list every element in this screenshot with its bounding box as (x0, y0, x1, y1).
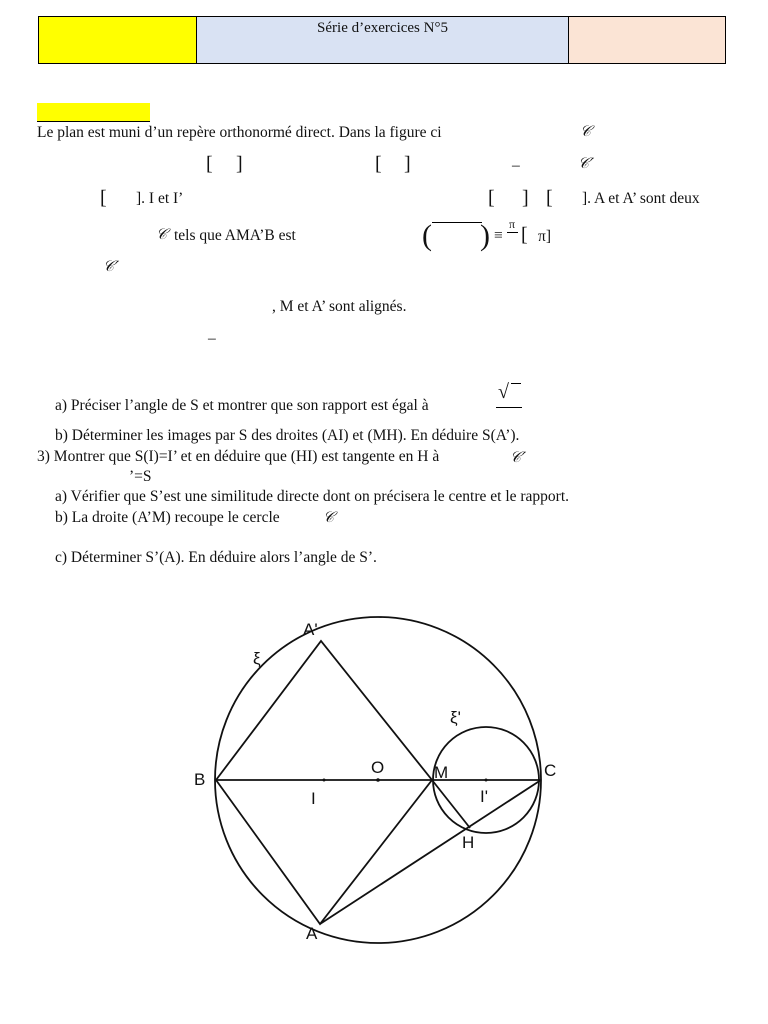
point-i (323, 779, 326, 782)
equiv-sign: ≡ (494, 227, 503, 244)
i-and-iprime: ]. I et I’ (136, 190, 184, 207)
exercise-highlight (37, 103, 150, 121)
circle-symbol: 𝒞 (323, 510, 334, 526)
quadrilateral-amab (216, 641, 432, 924)
bracket: [ (521, 224, 528, 246)
vector-bars (432, 222, 482, 224)
circle-prime-symbol: 𝒞´ (510, 450, 526, 466)
label-a: A (306, 924, 318, 943)
bracket: [ (488, 187, 495, 209)
intro-text: Le plan est muni d’un repère orthonormé direct. Dans la figure ci (37, 124, 442, 141)
point-o (376, 778, 380, 782)
circle-symbol: 𝒞 (156, 227, 167, 243)
circle-symbol: 𝒞 (580, 124, 591, 140)
exercise-underline (37, 121, 150, 122)
paren-close: ) (480, 219, 490, 252)
dash: – (512, 157, 520, 174)
label-m: M (434, 763, 449, 782)
header-table (38, 16, 726, 64)
circle-prime-symbol: 𝒞´ (103, 259, 119, 275)
header-title: Série d’exercices N°5 (197, 17, 569, 63)
label-c: C (544, 761, 557, 780)
header-cell-peach (569, 17, 725, 63)
label-a-prime: A' (303, 620, 318, 639)
question-a: a) Préciser l’angle de S et montrer que son rapport est égal à (55, 397, 429, 414)
label-h: H (462, 833, 475, 852)
bracket: [ (546, 187, 553, 209)
sqrt-symbol: √ (498, 381, 509, 403)
bracket: ] (236, 153, 243, 175)
fraction-bar (507, 232, 518, 233)
question-b: b) Déterminer les images par S des droites (AI) et (MH). En déduire S(A’). (55, 427, 520, 444)
s-prime-eq: ’=S (129, 468, 152, 485)
geometry-figure (170, 600, 600, 980)
point-iprime (485, 779, 488, 782)
amab-text: tels que AMA’B est (174, 227, 296, 244)
sqrt-bar (511, 383, 521, 384)
question-3: 3) Montrer que S(I)=I’ et en déduire que (HI) est tangente en H à (37, 448, 440, 465)
label-b: B (194, 770, 206, 789)
bracket: ] (522, 187, 529, 209)
pi-modulo: π] (538, 228, 551, 245)
fraction-bar (496, 407, 522, 408)
label-xi-prime: ξ' (450, 708, 461, 727)
paren-open: ( (422, 219, 432, 252)
a-and-aprime-text: ]. A et A’ sont deux (582, 190, 700, 207)
aligned-text: , M et A’ sont alignés. (272, 298, 407, 315)
circle-prime-symbol: 𝒞´ (578, 156, 594, 172)
label-i: I (311, 789, 316, 808)
bracket: [ (375, 153, 382, 175)
question-3c: c) Déterminer S’(A). En déduire alors l’angle de S’. (55, 549, 377, 566)
pi-fraction: π (509, 217, 516, 231)
bracket: ] (404, 153, 411, 175)
label-i-prime: I' (480, 787, 488, 806)
dash: – (208, 330, 216, 347)
segment-ac (320, 780, 541, 924)
label-o: O (371, 758, 385, 777)
bracket: [ (100, 187, 107, 209)
question-3a: a) Vérifier que S’est une similitude directe dont on précisera le centre et le rapport. (55, 488, 570, 505)
question-3b: b) La droite (A’M) recoupe le cercle (55, 509, 280, 526)
header-cell-yellow (39, 17, 197, 63)
bracket: [ (206, 153, 213, 175)
label-xi: ξ (253, 649, 261, 668)
